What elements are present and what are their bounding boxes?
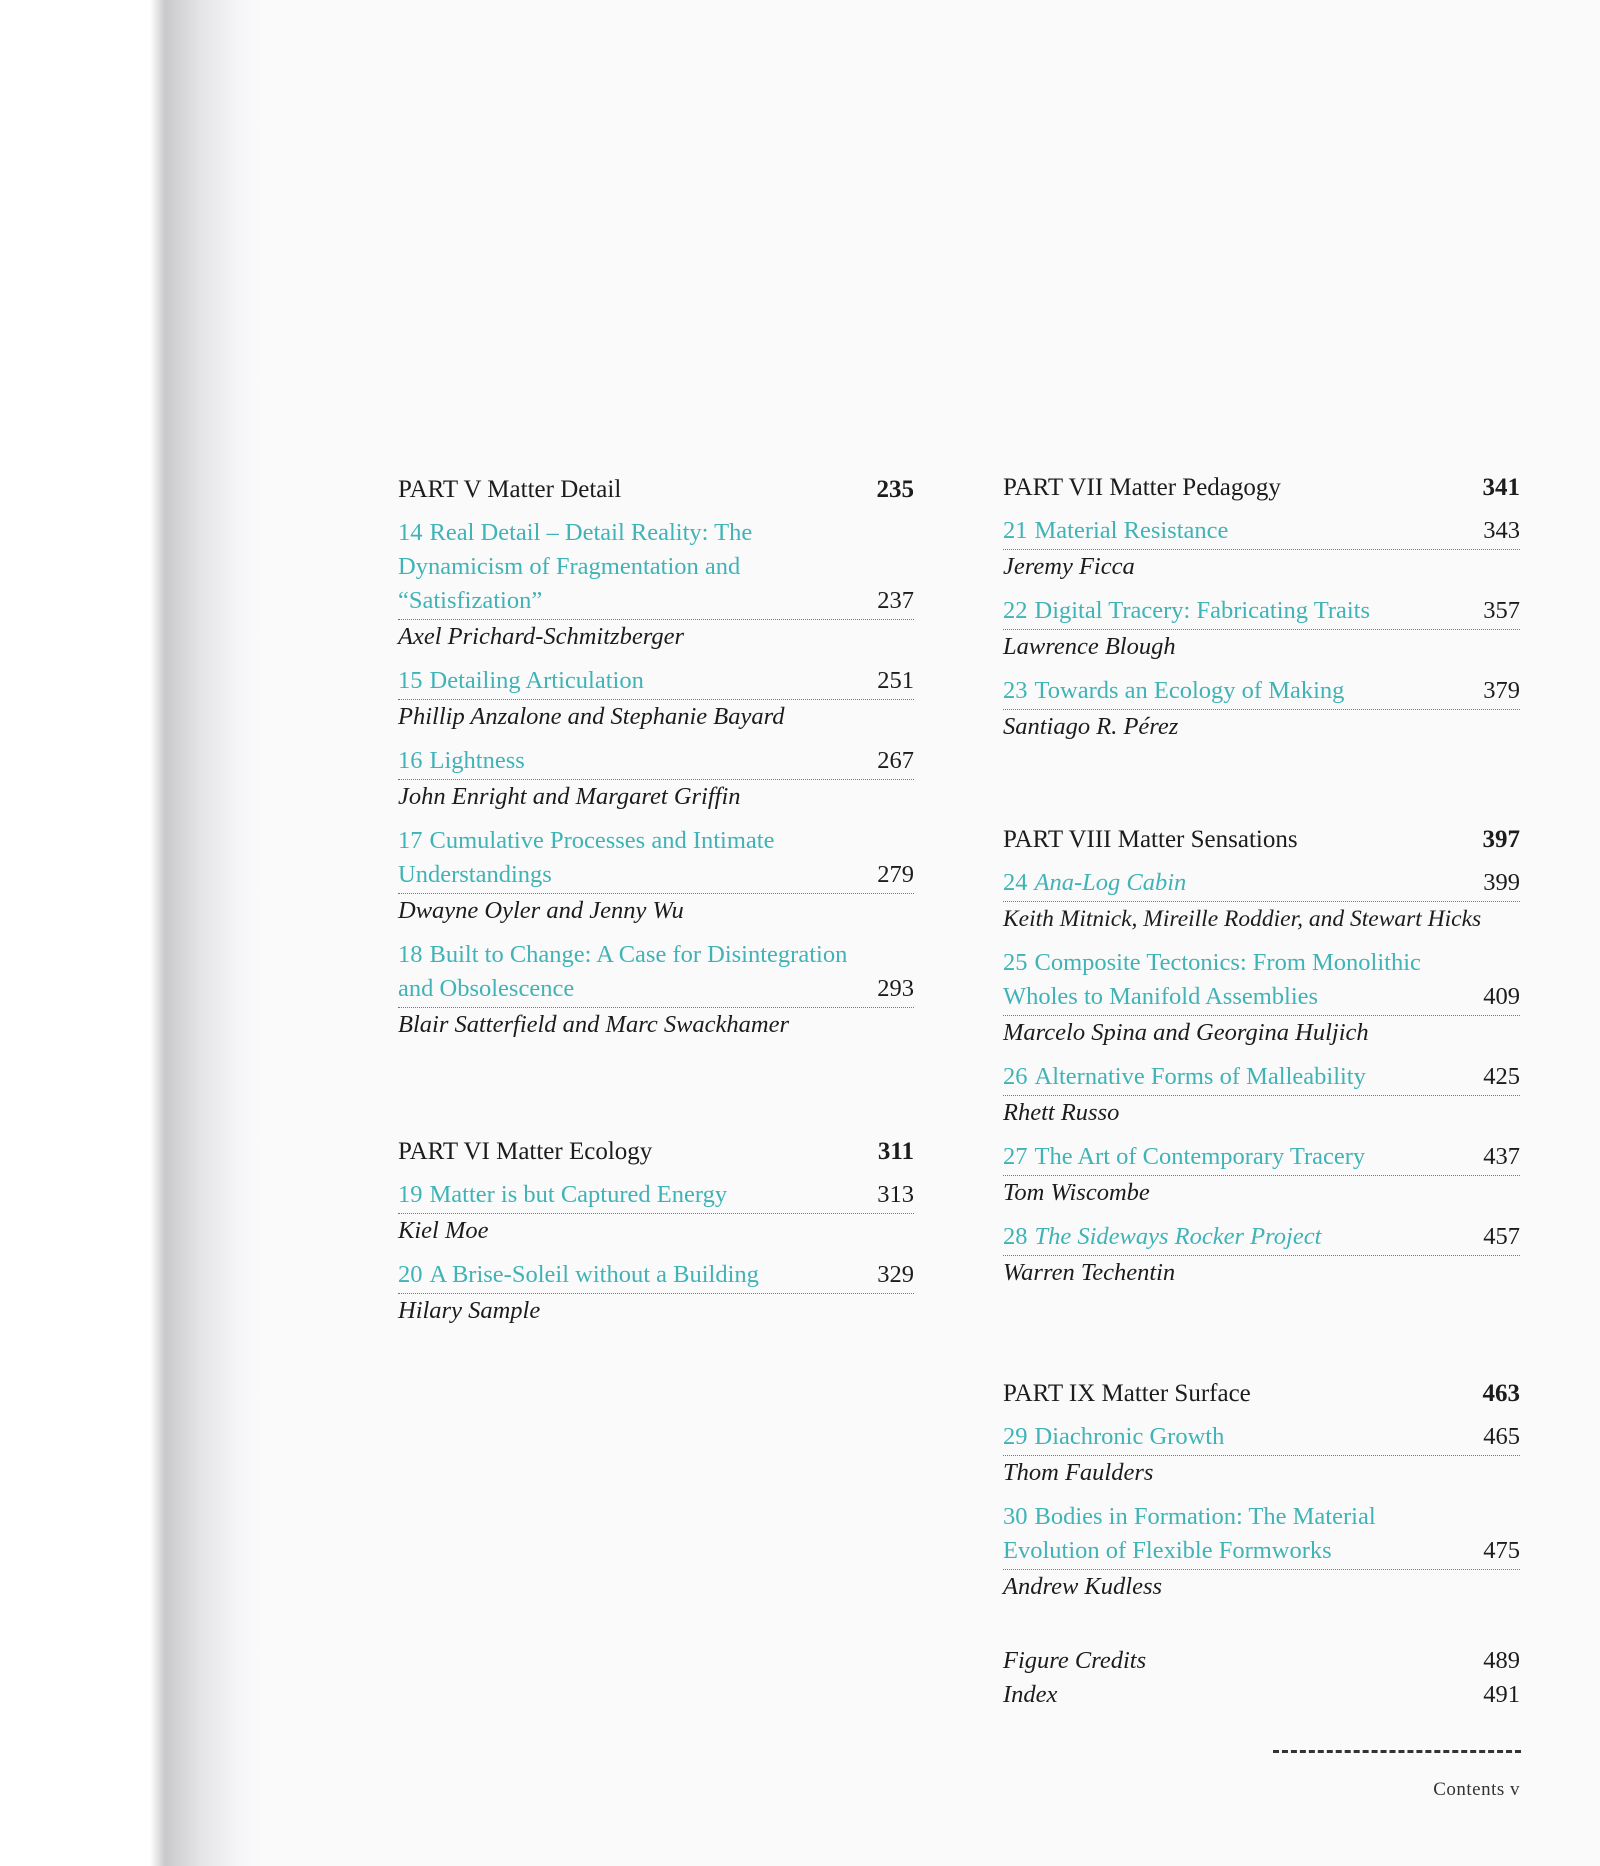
toc-entry[interactable] bbox=[398, 1258, 914, 1328]
chapter-number: 25 bbox=[1003, 949, 1028, 976]
back-matter-label: Index bbox=[1003, 1681, 1058, 1708]
chapter-page: 329 bbox=[877, 1261, 914, 1288]
chapter-page: 357 bbox=[1483, 597, 1520, 624]
toc-column-right bbox=[1003, 472, 1520, 1712]
chapter-number: 30 bbox=[1003, 1503, 1028, 1530]
toc-part bbox=[1003, 824, 1520, 1290]
part-title: PART VI Matter Ecology bbox=[398, 1138, 653, 1165]
part-heading bbox=[398, 1136, 914, 1168]
part-title: PART IX Matter Surface bbox=[1003, 1380, 1251, 1407]
part-heading bbox=[1003, 472, 1520, 504]
chapter-author: Phillip Anzalone and Stephanie Bayard bbox=[398, 703, 785, 730]
chapter-number: 19 bbox=[398, 1181, 423, 1208]
chapter-page: 279 bbox=[877, 861, 914, 888]
chapter-number: 14 bbox=[398, 519, 423, 546]
chapter-author: Jeremy Ficca bbox=[1003, 553, 1135, 580]
chapter-title[interactable]: Material Resistance bbox=[1034, 517, 1229, 544]
toc-part bbox=[1003, 1378, 1520, 1604]
chapter-author: Andrew Kudless bbox=[1003, 1573, 1163, 1600]
toc-part bbox=[1003, 472, 1520, 744]
part-heading bbox=[1003, 1378, 1520, 1410]
chapter-page: 237 bbox=[877, 587, 914, 614]
chapter-title[interactable]: Composite Tectonics: From Monolithic Wholes to Manifold Assemblies bbox=[1003, 949, 1421, 1010]
chapter-title[interactable]: Digital Tracery: Fabricating Traits bbox=[1034, 597, 1370, 624]
chapter-title[interactable]: The Sideways Rocker Project bbox=[1034, 1223, 1322, 1250]
part-title: PART V Matter Detail bbox=[398, 476, 622, 503]
toc-entry[interactable] bbox=[1003, 946, 1520, 1050]
toc-column-left bbox=[398, 474, 914, 1338]
chapter-number: 22 bbox=[1003, 597, 1028, 624]
chapter-author: Marcelo Spina and Georgina Huljich bbox=[1003, 1019, 1369, 1046]
chapter-author: Rhett Russo bbox=[1003, 1099, 1120, 1126]
chapter-page: 379 bbox=[1483, 677, 1520, 704]
part-page: 397 bbox=[1482, 826, 1520, 853]
chapter-author: Tom Wiscombe bbox=[1003, 1179, 1150, 1206]
running-footer: Contents v bbox=[1433, 1779, 1520, 1800]
chapter-title[interactable]: Bodies in Formation: The Material Evolution of Flexible Formworks bbox=[1003, 1503, 1376, 1564]
chapter-author: Santiago R. Pérez bbox=[1003, 713, 1179, 740]
chapter-number: 24 bbox=[1003, 869, 1028, 896]
toc-entry[interactable] bbox=[398, 664, 914, 734]
chapter-number: 20 bbox=[398, 1261, 423, 1288]
chapter-page: 425 bbox=[1483, 1063, 1520, 1090]
chapter-page: 251 bbox=[877, 667, 914, 694]
chapter-title[interactable]: Detailing Articulation bbox=[429, 667, 644, 694]
chapter-author: Hilary Sample bbox=[398, 1297, 541, 1324]
chapter-title[interactable]: Lightness bbox=[429, 747, 525, 774]
toc-entry[interactable] bbox=[1003, 1220, 1520, 1290]
chapter-number: 15 bbox=[398, 667, 423, 694]
part-page: 463 bbox=[1482, 1380, 1520, 1407]
part-title: PART VIII Matter Sensations bbox=[1003, 826, 1298, 853]
toc-part bbox=[398, 474, 914, 1042]
part-page: 311 bbox=[877, 1138, 914, 1165]
back-matter-label: Figure Credits bbox=[1003, 1647, 1147, 1674]
toc-part bbox=[398, 1136, 914, 1328]
chapter-page: 409 bbox=[1483, 983, 1520, 1010]
chapter-title[interactable]: Real Detail – Detail Reality: The Dynamicism of Fragmentation and “Satisfization” bbox=[398, 519, 753, 614]
chapter-author: Thom Faulders bbox=[1003, 1459, 1154, 1486]
toc-entry[interactable] bbox=[398, 938, 914, 1042]
toc-entry[interactable] bbox=[398, 824, 914, 928]
chapter-page: 399 bbox=[1483, 869, 1520, 896]
chapter-title[interactable]: Towards an Ecology of Making bbox=[1034, 677, 1345, 704]
chapter-number: 17 bbox=[398, 827, 423, 854]
toc-entry[interactable] bbox=[1003, 1140, 1520, 1210]
chapter-author: Lawrence Blough bbox=[1003, 633, 1176, 660]
chapter-author: Axel Prichard-Schmitzberger bbox=[398, 623, 684, 650]
chapter-title[interactable]: Ana-Log Cabin bbox=[1034, 869, 1187, 896]
back-matter-index[interactable] bbox=[1003, 1678, 1520, 1712]
chapter-author: Keith Mitnick, Mireille Roddier, and Stewart Hicks bbox=[1003, 906, 1482, 932]
chapter-page: 437 bbox=[1483, 1143, 1520, 1170]
part-title: PART VII Matter Pedagogy bbox=[1003, 474, 1281, 501]
chapter-author: Blair Satterfield and Marc Swackhamer bbox=[398, 1011, 790, 1038]
chapter-title[interactable]: Diachronic Growth bbox=[1034, 1423, 1225, 1450]
chapter-page: 457 bbox=[1483, 1223, 1520, 1250]
chapter-author: John Enright and Margaret Griffin bbox=[398, 783, 741, 810]
chapter-number: 21 bbox=[1003, 517, 1028, 544]
toc-entry[interactable] bbox=[398, 1178, 914, 1248]
toc-entry[interactable] bbox=[1003, 1420, 1520, 1490]
chapter-title[interactable]: Alternative Forms of Malleability bbox=[1034, 1063, 1366, 1090]
chapter-title[interactable]: Matter is but Captured Energy bbox=[429, 1181, 728, 1208]
toc-entry[interactable] bbox=[398, 744, 914, 814]
chapter-title[interactable]: The Art of Contemporary Tracery bbox=[1034, 1143, 1366, 1170]
chapter-number: 28 bbox=[1003, 1223, 1028, 1250]
chapter-page: 475 bbox=[1483, 1537, 1520, 1564]
part-page: 341 bbox=[1482, 474, 1520, 501]
toc-entry[interactable] bbox=[1003, 674, 1520, 744]
part-heading bbox=[398, 474, 914, 506]
chapter-page: 343 bbox=[1483, 517, 1520, 544]
chapter-author: Kiel Moe bbox=[398, 1217, 489, 1244]
chapter-number: 18 bbox=[398, 941, 423, 968]
chapter-author: Warren Techentin bbox=[1003, 1259, 1176, 1286]
toc-entry[interactable] bbox=[398, 516, 914, 654]
chapter-page: 313 bbox=[877, 1181, 914, 1208]
back-matter-figure-credits[interactable] bbox=[1003, 1644, 1520, 1678]
chapter-page: 465 bbox=[1483, 1423, 1520, 1450]
chapter-number: 23 bbox=[1003, 677, 1028, 704]
back-matter-page: 491 bbox=[1483, 1681, 1520, 1708]
chapter-number: 26 bbox=[1003, 1063, 1028, 1090]
chapter-author: Dwayne Oyler and Jenny Wu bbox=[398, 897, 684, 924]
toc-entry[interactable] bbox=[1003, 866, 1520, 936]
chapter-title[interactable]: Cumulative Processes and Intimate Understandings bbox=[398, 827, 775, 888]
chapter-number: 29 bbox=[1003, 1423, 1028, 1450]
book-spine-shadow bbox=[0, 0, 260, 1866]
chapter-page: 293 bbox=[877, 975, 914, 1002]
footer-rule bbox=[1273, 1750, 1521, 1753]
toc-entry[interactable] bbox=[1003, 1500, 1520, 1604]
toc-entry[interactable] bbox=[1003, 594, 1520, 664]
chapter-number: 16 bbox=[398, 747, 423, 774]
chapter-title[interactable]: Built to Change: A Case for Disintegration and Obsolescence bbox=[398, 941, 848, 1002]
toc-entry[interactable] bbox=[1003, 1060, 1520, 1130]
part-page: 235 bbox=[876, 476, 914, 503]
part-heading bbox=[1003, 824, 1520, 856]
chapter-number: 27 bbox=[1003, 1143, 1028, 1170]
chapter-title[interactable]: A Brise-Soleil without a Building bbox=[429, 1261, 759, 1288]
back-matter-page: 489 bbox=[1483, 1647, 1520, 1674]
chapter-page: 267 bbox=[877, 747, 914, 774]
toc-entry[interactable] bbox=[1003, 514, 1520, 584]
